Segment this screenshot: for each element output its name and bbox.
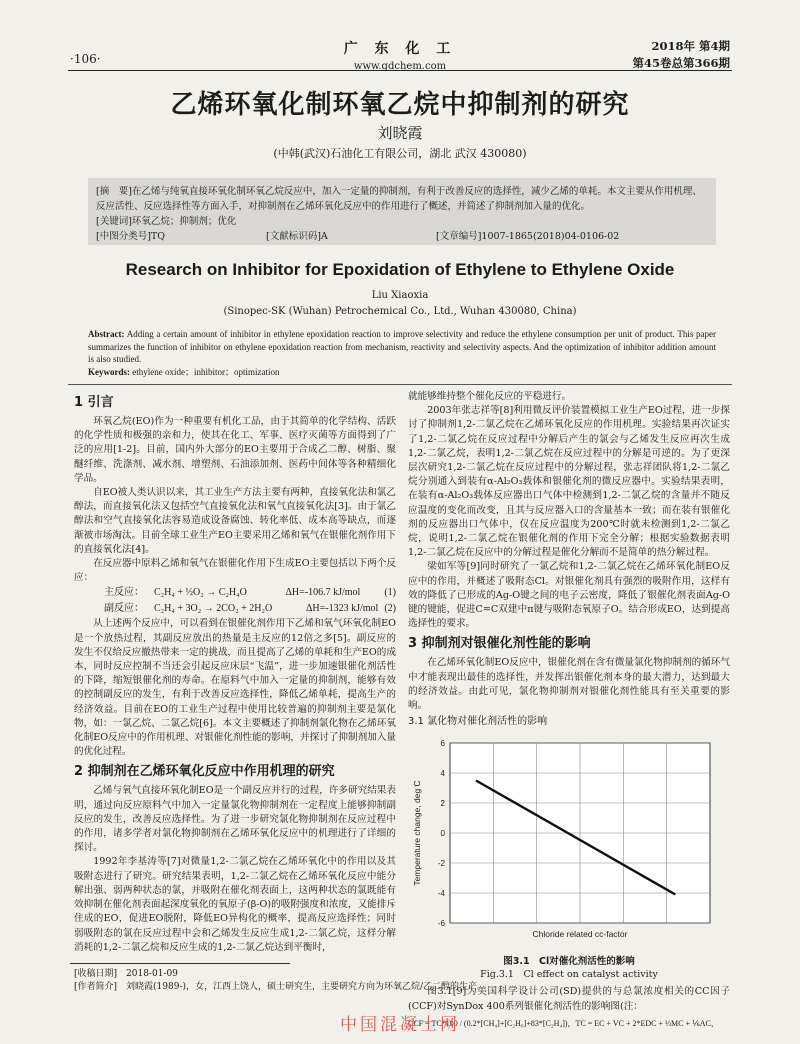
affiliation-english: (Sinopec-SK (Wuhan) Petrochemical Co., Ltd., Wuhan 430080, China) [223, 306, 577, 317]
year-issue: 2018年 第4期 [651, 39, 730, 53]
section-2-heading: 2 抑制剂在乙烯环氧化反应中作用机理的研究 [74, 764, 335, 780]
y-tick-label: 6 [440, 739, 445, 749]
figure-caption-en: Fig.3.1 Cl effect on catalyst activity [480, 969, 658, 981]
abstract-chinese-text: [摘 要]在乙烯与纯氧直接环氧化制环氧乙烷反应中，加入一定量的抑制剂，有利于改善反应的选择性，减少乙烯的单耗。本文主要从作用机理、反应活性、反应选择性等方面入手，对抑制剂在乙烯环氧化反应中的作用进行了概述，并简述了抑制剂加入量的优化。 [96, 186, 702, 212]
author-bio: [作者简介] 刘晓霞(1989-)，女，江西上饶人，硕士研究生，主要研究方向为环氧乙烷/乙二醇的生产。 [74, 982, 487, 992]
figure-3-1-chart [408, 733, 730, 955]
paragraph: 自EO被人类认识以来，其工业生产方法主要有两种，直接氧化法和氯乙醇法，而直接氧化法又包括空气直接氧化法和氧气直接氧化法[3]。由于氯乙醇法和空气直接氧化法容易造成设备腐蚀、转化率低、成本高等缺点，而逐渐被市场淘汰。目前全球工业生产EO主要采用乙烯和氧气在银催化剂作用下的直接氧化法[4]。 [74, 487, 396, 555]
y-tick-label: -6 [437, 919, 445, 929]
document-code: [文献标识码]A [266, 231, 328, 242]
x-axis-label: Chloride related cc-factor [532, 929, 628, 940]
right-column [408, 390, 730, 1029]
abstract-english [88, 328, 716, 378]
eq2-label: 副反应： [104, 603, 144, 615]
y-tick-label: 4 [440, 769, 445, 779]
equation-1 [74, 585, 396, 601]
journal-name: 广 东 化 工 [343, 41, 457, 57]
classification-row [96, 229, 708, 244]
issue-info [632, 38, 730, 72]
equation-2 [74, 601, 396, 617]
journal-header [300, 38, 500, 72]
page-number: ·106· [70, 52, 101, 66]
paragraph: 2003年张志祥等[8]利用微反评价装置模拟工业生产EO过程，进一步探讨了抑制剂1,2-二氯乙烷在乙烯环氧化反应的作用机理。实验结果再次证实了1,2-二氯乙烷在反应过程中分解后产生的氯会与乙烯发生反应再次生成1,2-二氯乙烷，表明1,2-二氯乙烷在反应过程中的分解是可逆的。为了更深层次研究1,2-二氯乙烷在反应过程中的分解过程，张志祥团队将1,2-二氯乙烷分别通入到装有α-Al₂O₃载体和银催化剂的微反应器中。实验结果表明，在装有α-Al₂O₃载体反应器出口气体中检测到1,2-二氯乙烷的含量并不随反应温度的变化而改变，且其与反应器入口的含量基本一致；而在装有银催化剂的反应器出口气体中，仅在反应温度为200℃时就未检测到1,2-二氯乙烷，说明1,2-二氯乙烷在银催化剂的作用下完全分解；根据实验数据表明1,2-二氯乙烷在反应中的分解过程是催化分解而不是简单的热分解过程。 [408, 405, 730, 559]
figure-caption-cn [408, 955, 730, 968]
eq1-number: (1) [384, 587, 396, 599]
title-english: Research on Inhibitor for Epoxidation of Ethylene to Ethylene Oxide [125, 260, 675, 279]
abstract-label: Abstract: [88, 329, 125, 339]
paragraph: 梁如军等[9]同时研究了一氯乙烷和1,2-二氯乙烷在乙烯环氧化制EO反应中的作用，并概述了吸附态Cl。对银催化剂具有强烈的吸附作用，这样有效的降低了已形成的Ag-O键之间的电子云密度，降低了银催化剂表面Ag-O键的键能，促进C=C双建中π键与吸附态氧原子O。结合形成EO，达到提高选择性的要求。 [408, 561, 730, 630]
paragraph: 就能够维持整个催化反应的平稳进行。 [408, 391, 572, 402]
eq2-enthalpy: ΔH=-1323 kJ/mol [305, 603, 379, 615]
ccf-formula: CCF = TC*100 / (0.2*[CH₄]+[C₂H₆]+83*[C₂H₄])，TC = EC + VC + 2*EDC + ⅓MC + ⅙AC， [408, 1018, 719, 1028]
y-tick-label: 0 [440, 829, 445, 839]
journal-website: www.gdchem.com [353, 61, 447, 72]
header-rule [68, 70, 732, 71]
y-tick-label: -2 [437, 859, 445, 869]
chart-svg [408, 733, 730, 955]
keywords-label: Keywords: [88, 366, 130, 377]
eq1-formula: C₂H₄ + ½O₂ → C₂H₄O [154, 587, 247, 599]
footnote [74, 968, 486, 994]
eq2-formula: C₂H₄ + 3O₂ → 2CO₂ + 2H₂O [154, 603, 273, 615]
abstract-english-text: Adding a certain amount of inhibitor in ethylene epoxidation reaction to improve selectivity and reduce the ethylene consumption per unit of product. This paper summarizes the function of inhibitor on ethylene epoxidation reaction from mechanism, reactivity and selectivity aspects. And the optimization of inhibitor addition amount is also studied. [88, 329, 716, 364]
keywords-chinese: [关键词]环氧乙烷；抑制剂；优化 [96, 216, 237, 227]
y-axis-label: Temperature change, deg C [412, 780, 422, 887]
abstract-chinese-box [88, 178, 716, 245]
section-1-heading: 1 引言 [74, 395, 114, 410]
watermark: 中国混凝土网 [340, 1015, 460, 1035]
keywords-english: ethylene oxide；inhibitor；optimization [132, 366, 280, 377]
eq2-number: (2) [384, 603, 396, 615]
paragraph: 图3.1[9]为美国科学设计公司(SD)提供的与总氯浓度相关的CC因子(CCF)对SynDox 400系列银催化剂活性的影响图(注： [408, 986, 730, 1012]
paragraph: 乙烯与氧气直接环氧化制EO是一个副反应并行的过程，许多研究结果表明，通过向反应原料气中加入一定量氯化物抑制剂在一定程度上能够抑制副反应的发生，改善反应选择性。为了进一步研究氯化物抑制剂在反应过程中的作用，诸多学者对氯化物抑制剂在乙烯环氧化反应中的机理进行了详细的探讨。 [74, 785, 396, 854]
y-tick-label: -4 [437, 889, 445, 899]
eq1-label: 主反应： [104, 587, 144, 599]
paragraph: 在反应器中原料乙烯和氧气在银催化作用下生成EO主要包括以下两个反应： [74, 558, 396, 584]
footnote-rule [70, 963, 290, 964]
title-chinese: 乙烯环氧化制环氧乙烷中抑制剂的研究 [170, 90, 630, 120]
author-chinese: 刘晓霞 [377, 124, 423, 142]
section-3-1-heading: 3.1 氯化物对催化剂活性的影响 [408, 716, 548, 728]
caption-cn-text: 图3.1 Cl对催化剂活性的影响 [503, 956, 635, 968]
volume-info: 第45卷总第366期 [632, 56, 730, 70]
paragraph: 从上述两个反应中，可以看到在银催化剂作用下乙烯和氧气环氧化制EO是一个放热过程，其副反应放出的热量是主反应的12倍之多[5]。副反应的发生不仅给反应撤热带来一定的挑战，而且提高了乙烯的单耗和生产EO的成本，同时反应控制不当还会引起反应床层“飞温”，进一步加速银催化剂活性的下降，缩短银催化剂的寿命。在原料气中加入一定量的抑制剂，能够有效的控制副反应的发生，有利于改善反应选择性，降低乙烯单耗，提高生产的经济效益。目前在EO的工业生产过程中使用比较普遍的抑制剂主要是氯化物，如：一氯乙烷、二氯乙烷[6]。本文主要概述了抑制剂氯化物在乙烯环氧化制EO反应中的作用机理、对银催化剂性能的影响，并探讨了抑制剂加入量的优化过程。 [74, 618, 396, 758]
author-english: Liu Xiaoxia [371, 290, 429, 301]
clc-number: [中图分类号]TQ [96, 231, 166, 242]
y-tick-label: 2 [440, 799, 445, 809]
article-number: [文章编号]1007-1865(2018)04-0106-02 [436, 231, 620, 242]
section-3-heading: 3 抑制剂对银催化剂性能的影响 [408, 636, 591, 652]
paragraph: 1992年李基涛等[7]对微量1,2-二氯乙烷在乙烯环氧化中的作用以及其吸附态进行了研究。研究结果表明，1,2-二氯乙烷在乙烯环氧化反应中能分解出强、弱两种状态的氯，并吸附在催化剂表面上，这两种状态的氯既能有效抑制在催化剂表面起深度氧化的氧原子(β-O)的吸附强度和浓度，又能排斥住成的EO，促进EO脱附，降低EO异构化的概率，提高反应选择性；同时弱吸附态的氯在反应过程中会和乙烯发生反应生成1,2-二氯乙烷，这样分解消耗的1,2-二氯乙烷和反应生成的1,2-二氯乙烷达到平衡时， [74, 856, 396, 953]
paragraph: 在乙烯环氧化制EO反应中，银催化剂在含有微量氯化物抑制剂的循环气中才能表现出最佳的选择性，并发挥出银催化剂本身的最大潜力，达到最大的经济效益。由此可见，氯化物抑制剂对银催化剂性能具有至关重要的影响。 [408, 657, 730, 712]
paragraph: 环氧乙烷(EO)作为一种重要有机化工品，由于其简单的化学结构、活跃的化学性质和极强的亲和力，使其在化工、军事、医疗灭菌等方面得到了广泛的应用[1-2]。目前，国内外大部分的EO主要用于合成乙二醇、树脂、聚醚纤维、洗涤剂、减水剂、增塑剂、石油添加剂、医药中间体等各种精细化学品。 [74, 416, 396, 484]
eq1-enthalpy: ΔH=-106.7 kJ/mol [285, 587, 361, 599]
abstract-rule [68, 384, 732, 385]
received-date: [收稿日期] 2018-01-09 [74, 969, 178, 979]
left-column [74, 390, 396, 955]
affiliation-chinese: (中韩(武汉)石油化工有限公司，湖北 武汉 430080) [273, 147, 527, 160]
